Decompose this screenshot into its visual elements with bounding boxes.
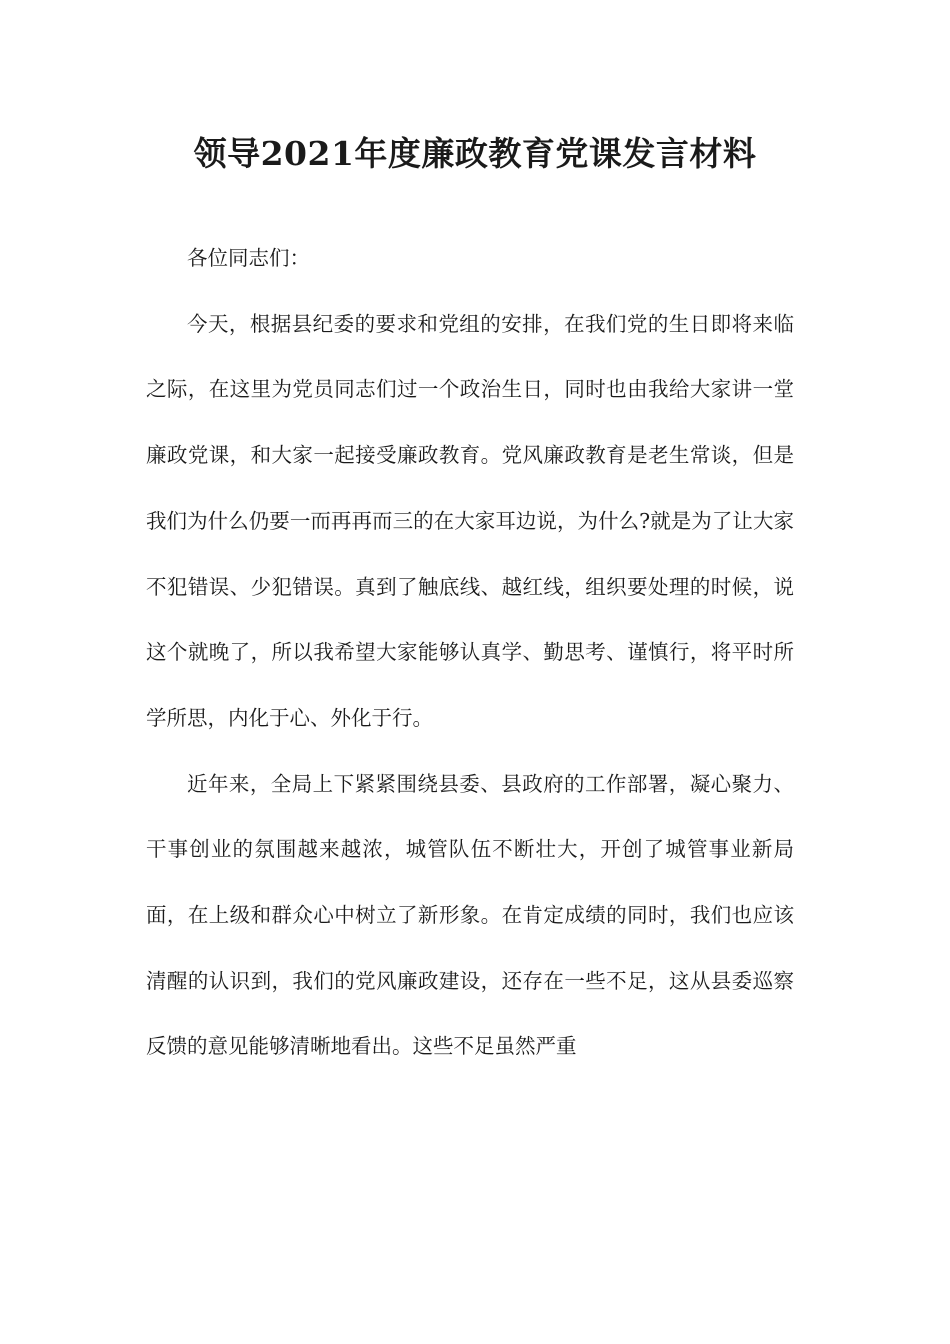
salutation-paragraph: 各位同志们： bbox=[187, 246, 310, 270]
body-paragraph-1: 今天，根据县纪委的要求和党组的安排，在我们党的生日即将来临之际，在这里为党员同志们过一个政治生日，同时也由我给大家讲一堂廉政党课，和大家一起接受廉政教育。党风廉政教育是老生常谈，但是我们为什么仍要一而再再而三的在大家耳边说，为什么?就是为了让大家不犯错误、少犯错误。真到了触底线、越红线，组织要处理的时候，说这个就晚了，所以我希望大家能够认真学、勤思考、谨慎行，将平时所学所思，内化于心、外化于行。 bbox=[146, 311, 794, 730]
document-title: 领导2021年度廉政教育党课发言材料 bbox=[193, 134, 757, 173]
body-paragraph-2: 近年来，全局上下紧紧围绕县委、县政府的工作部署，凝心聚力、干事创业的氛围越来越浓，城管队伍不断壮大，开创了城管事业新局面，在上级和群众心中树立了新形象。在肯定成绩的同时，我们也应该清醒的认识到，我们的党风廉政建设，还存在一些不足，这从县委巡察反馈的意见能够清晰地看出。这些不足虽然严重 bbox=[146, 771, 794, 1059]
document-body bbox=[146, 226, 794, 1080]
